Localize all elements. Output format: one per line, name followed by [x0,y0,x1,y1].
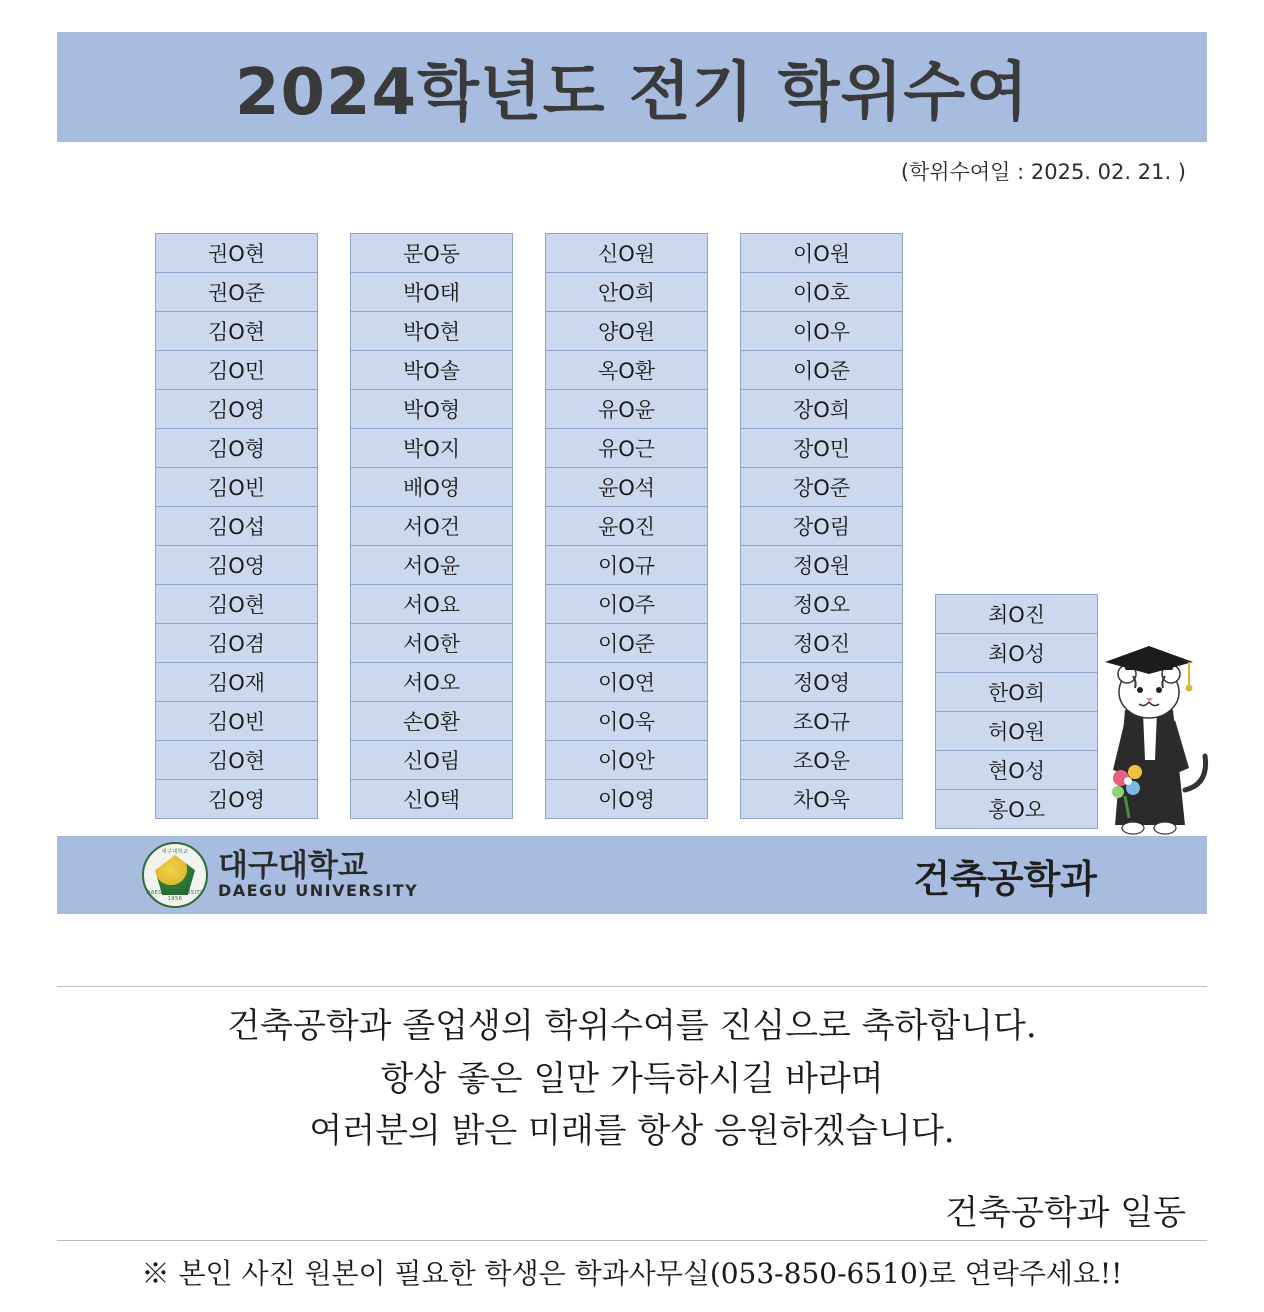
name-cell: 이O준 [740,350,903,390]
graduate-name-grid [155,233,1155,833]
name-cell: 이O안 [545,740,708,780]
name-column-5 [935,594,1098,828]
name-cell: 윤O석 [545,467,708,507]
university-name-en: DAEGU UNIVERSITY [218,880,419,900]
name-cell: 김O재 [155,662,318,702]
name-cell: 박O지 [350,428,513,468]
name-cell: 유O근 [545,428,708,468]
name-column-3 [545,233,708,818]
name-cell: 최O성 [935,633,1098,673]
name-cell: 김O현 [155,584,318,624]
name-cell: 김O민 [155,350,318,390]
name-cell: 현O성 [935,750,1098,790]
name-cell: 이O욱 [545,701,708,741]
name-cell: 이O호 [740,272,903,312]
header-banner [57,32,1207,142]
name-cell: 김O현 [155,740,318,780]
name-cell: 정O영 [740,662,903,702]
name-cell: 신O택 [350,779,513,819]
name-column-4 [740,233,903,818]
emblem-bottom-text: DAEGU UNIVERSITY 1956 [146,890,204,902]
contact-notice: ※ 본인 사진 원본이 필요한 학생은 학과사무실(053-850-6510)로 연락주세요!! [141,1257,1123,1290]
name-cell: 장O림 [740,506,903,546]
name-cell: 조O운 [740,740,903,780]
university-emblem-icon [142,842,208,908]
name-cell: 권O현 [155,233,318,273]
name-cell: 장O희 [740,389,903,429]
name-cell: 최O진 [935,594,1098,634]
name-cell: 한O희 [935,672,1098,712]
name-cell: 정O오 [740,584,903,624]
name-cell: 이O준 [545,623,708,663]
name-cell: 이O주 [545,584,708,624]
name-cell: 이O규 [545,545,708,585]
name-cell: 옥O환 [545,350,708,390]
name-cell: 김O영 [155,779,318,819]
name-cell: 김O겸 [155,623,318,663]
degree-conferral-date: (학위수여일 : 2025. 02. 21. ) [900,160,1186,184]
name-cell: 권O준 [155,272,318,312]
name-cell: 허O원 [935,711,1098,751]
name-cell: 이O영 [545,779,708,819]
divider-top [57,986,1207,987]
name-cell: 김O영 [155,389,318,429]
name-cell: 차O욱 [740,779,903,819]
name-cell: 박O형 [350,389,513,429]
name-cell: 정O원 [740,545,903,585]
message-line-3: 여러분의 밝은 미래를 항상 응원하겠습니다. [309,1111,955,1152]
name-cell: 신O림 [350,740,513,780]
name-cell: 김O빈 [155,467,318,507]
name-cell: 유O윤 [545,389,708,429]
message-signature: 건축공학과 일동 [945,1193,1186,1233]
name-cell: 서O오 [350,662,513,702]
name-cell: 손O환 [350,701,513,741]
name-cell: 홍O오 [935,789,1098,829]
name-cell: 문O동 [350,233,513,273]
message-line-2: 항상 좋은 일만 가득하시길 바라며 [380,1058,884,1099]
name-cell: 안O희 [545,272,708,312]
name-cell: 신O원 [545,233,708,273]
name-cell: 김O형 [155,428,318,468]
divider-bottom [57,1240,1207,1241]
name-cell: 이O우 [740,311,903,351]
name-cell: 서O한 [350,623,513,663]
name-cell: 서O윤 [350,545,513,585]
name-cell: 이O연 [545,662,708,702]
name-column-1 [155,233,318,818]
page-title: 2024학년도 전기 학위수여 [234,56,1030,130]
name-cell: 김O섭 [155,506,318,546]
name-cell: 이O원 [740,233,903,273]
name-cell: 양O원 [545,311,708,351]
name-cell: 김O현 [155,311,318,351]
name-cell: 박O태 [350,272,513,312]
name-cell: 서O건 [350,506,513,546]
congratulation-message [57,1000,1207,1158]
name-cell: 김O영 [155,545,318,585]
name-cell: 조O규 [740,701,903,741]
university-logo [142,842,418,908]
university-name-ko: 대구대학교 [218,848,368,885]
message-line-1: 건축공학과 졸업생의 학위수여를 진심으로 축하합니다. [227,1006,1037,1046]
name-cell: 장O민 [740,428,903,468]
name-cell: 박O현 [350,311,513,351]
name-cell: 박O솔 [350,350,513,390]
university-logo-text [218,850,418,899]
name-cell: 장O준 [740,467,903,507]
name-cell: 김O빈 [155,701,318,741]
emblem-top-text: 대구대학교 [161,849,189,855]
name-cell: 서O요 [350,584,513,624]
name-cell: 배O영 [350,467,513,507]
department-name: 건축공학과 [913,856,1097,901]
emblem-shield-shape [155,855,195,895]
name-column-2 [350,233,513,818]
tiger-mascot-illustration [1085,640,1215,840]
name-cell: 정O진 [740,623,903,663]
footer-bar [57,836,1207,914]
name-cell: 윤O진 [545,506,708,546]
